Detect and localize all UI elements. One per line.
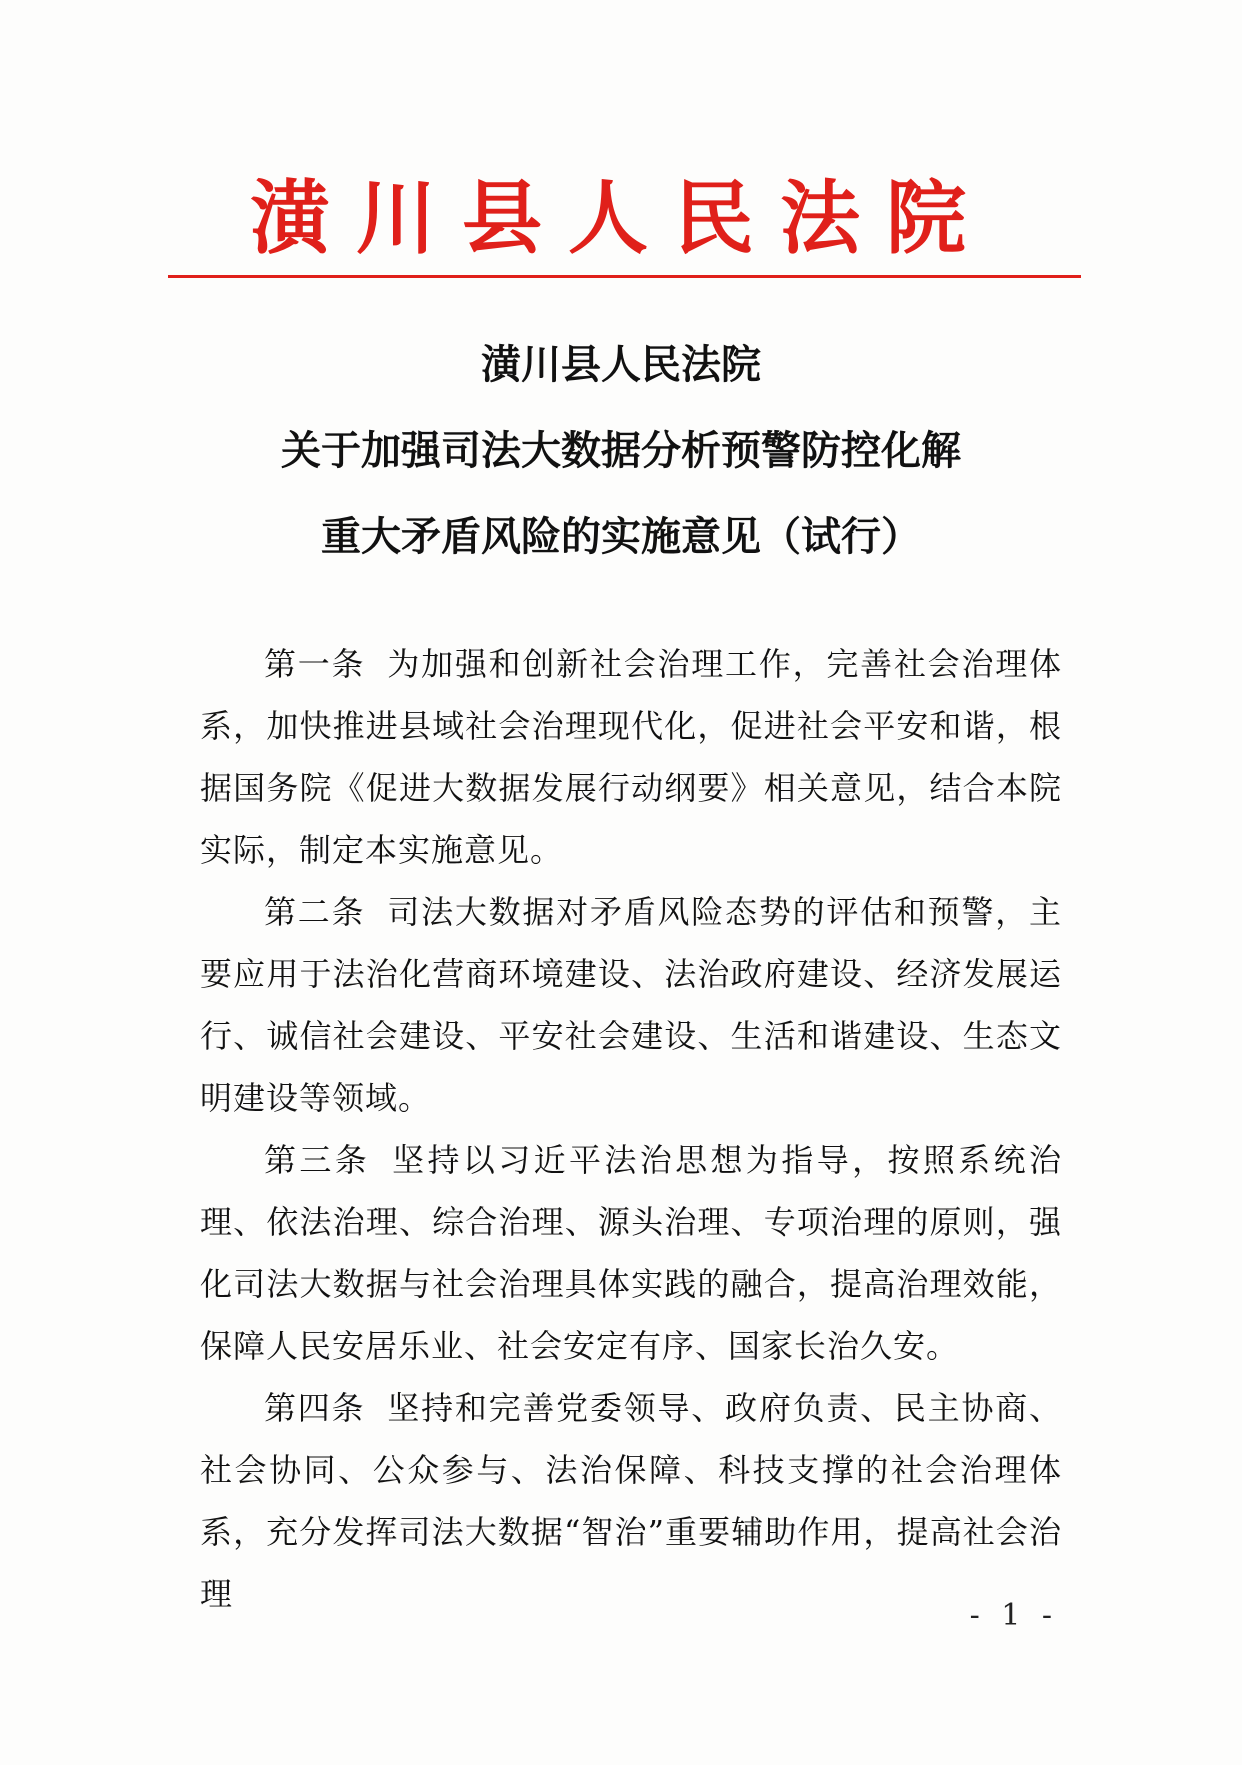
letterhead-red-rule xyxy=(168,275,1081,278)
article-1-label: 第一条 xyxy=(264,645,366,683)
article-3 xyxy=(200,1129,1062,1377)
article-1-text: 为加强和创新社会治理工作，完善社会治理体系，加快推进县域社会治理现代化，促进社会平安和谐，根据国务院《促进大数据发展行动纲要》相关意见，结合本院实际，制定本实施意见。 xyxy=(200,645,1062,869)
document-body xyxy=(200,633,1062,1625)
article-4-text: 坚持和完善党委领导、政府负责、民主协商、社会协同、公众参与、法治保障、科技支撑的社会治理体系，充分发挥司法大数据“智治”重要辅助作用，提高社会治理 xyxy=(200,1389,1062,1613)
article-1 xyxy=(200,633,1062,881)
title-line-1: 潢川县人民法院 xyxy=(481,342,761,388)
article-2-label: 第二条 xyxy=(264,893,366,931)
article-2-text: 司法大数据对矛盾风险态势的评估和预警，主要应用于法治化营商环境建设、法治政府建设、经济发展运行、诚信社会建设、平安社会建设、生活和谐建设、生态文明建设等领域。 xyxy=(200,893,1062,1117)
article-4-label: 第四条 xyxy=(264,1389,366,1427)
article-2 xyxy=(200,881,1062,1129)
article-4 xyxy=(200,1377,1062,1625)
page-number: - 1 - xyxy=(969,1598,1058,1633)
court-letterhead: 潢川县人民法院 xyxy=(250,171,992,265)
document-title xyxy=(150,322,1092,580)
title-line-2: 关于加强司法大数据分析预警防控化解 xyxy=(281,428,961,474)
title-line-3: 重大矛盾风险的实施意见（试行） xyxy=(321,514,921,560)
article-3-label: 第三条 xyxy=(264,1141,371,1179)
article-3-text: 坚持以习近平法治思想为指导，按照系统治理、依法治理、综合治理、源头治理、专项治理的原则，强化司法大数据与社会治理具体实践的融合，提高治理效能，保障人民安居乐业、社会安定有序、国家长治久安。 xyxy=(200,1141,1062,1365)
